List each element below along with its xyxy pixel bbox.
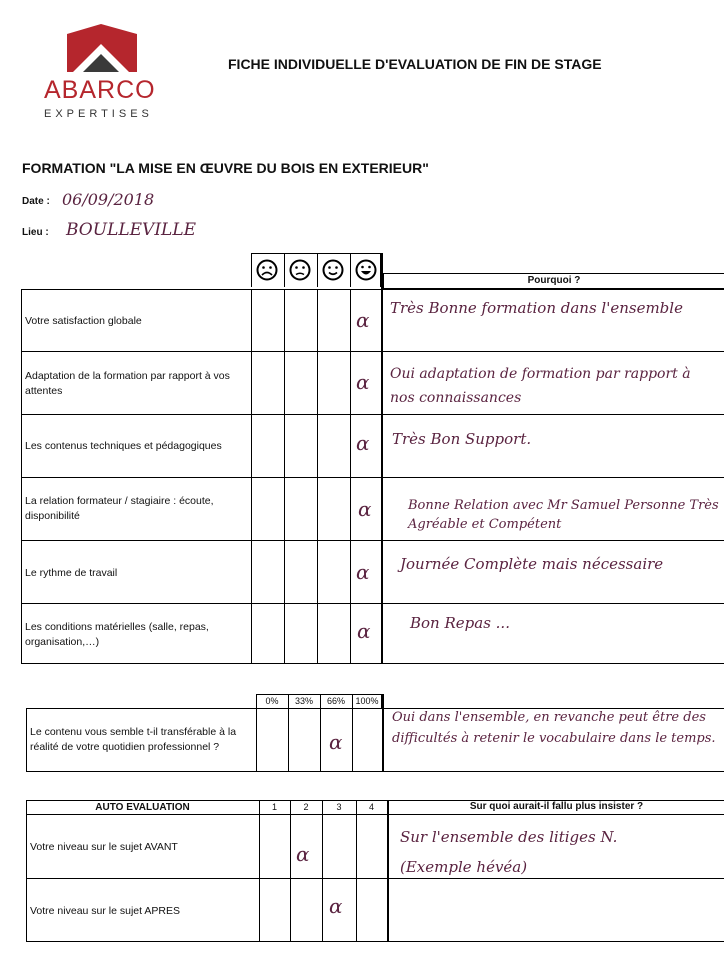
very-sad-face-icon [256, 259, 278, 281]
rating-mark: α [356, 308, 370, 332]
level-2: 2 [303, 802, 309, 812]
insist-answer: Sur l'ensemble des litiges N. (Exemple hévéa) [400, 828, 618, 876]
row-label-conditions: Les conditions matérielles (salle, repas, organisation,…) [25, 621, 209, 648]
pct-66: 66% [326, 696, 345, 706]
row-label-rythme: Le rythme de travail [25, 567, 118, 579]
sad-face-icon [289, 259, 311, 281]
answer-relation: Bonne Relation avec Mr Samuel Personne Très Agréable et Compétent [408, 498, 719, 532]
rating-mark: α [356, 560, 370, 584]
level-1: 1 [271, 802, 277, 812]
date-label: Date : [22, 196, 50, 207]
page-title: FICHE INDIVIDUELLE D'EVALUATION DE FIN DE STAGE [228, 56, 602, 72]
date-value: 06/09/2018 [62, 190, 155, 209]
auto-eval-header: AUTO EVALUATION [95, 802, 190, 813]
answer-rythme: Journée Complète mais nécessaire [400, 555, 664, 573]
row-label-relation: La relation formateur / stagiaire : écoute, disponibilité [25, 495, 214, 522]
very-happy-face-icon [355, 259, 377, 281]
rating-mark: α [356, 370, 370, 394]
pourquoi-header: Pourquoi ? [383, 273, 724, 289]
abarco-logo-mark [63, 24, 141, 76]
level-3: 3 [336, 802, 342, 812]
lieu-value: BOULLEVILLE [66, 220, 197, 240]
row-label-adaptation: Adaptation de la formation par rapport à vos attentes [25, 370, 230, 397]
row-label-satisfaction: Votre satisfaction globale [25, 315, 142, 327]
answer-conditions: Bon Repas ... [410, 614, 510, 632]
answer-satisfaction: Très Bonne formation dans l'ensemble [390, 299, 683, 317]
lieu-label: Lieu : [22, 227, 49, 238]
rating-mark: α [357, 619, 371, 643]
formation-title: FORMATION "LA MISE EN ŒUVRE DU BOIS EN EXTERIEUR" [22, 160, 429, 176]
transferability-answer: Oui dans l'ensemble, en revanche peut être des difficultés à retenir le vocabulaire dans le temps. [392, 710, 716, 746]
rating-mark: α [358, 497, 372, 521]
level-apres-label: Votre niveau sur le sujet APRES [30, 905, 180, 917]
rating-mark: α [329, 730, 343, 754]
logo-sub: EXPERTISES [44, 108, 153, 120]
pct-33: 33% [294, 696, 313, 706]
happy-face-icon [322, 259, 344, 281]
answer-adaptation: Oui adaptation de formation par rapport à nos connaissances [390, 366, 691, 406]
transferability-label: Le contenu vous semble t-il transférable à la réalité de votre quotidien professionnel ? [30, 726, 237, 753]
level-avant-label: Votre niveau sur le sujet AVANT [30, 841, 178, 853]
row-label-contenus: Les contenus techniques et pédagogiques [25, 440, 222, 452]
rating-mark: α [356, 431, 370, 455]
answer-contenus: Très Bon Support. [392, 430, 532, 448]
logo-brand: ABARCO [44, 76, 156, 104]
rating-mark: α [329, 894, 343, 918]
level-4: 4 [368, 802, 374, 812]
pct-0: 0% [265, 696, 279, 706]
insist-header: Sur quoi aurait-il fallu plus insister ? [469, 801, 644, 812]
pct-100: 100% [355, 696, 379, 706]
rating-mark: α [296, 842, 310, 866]
